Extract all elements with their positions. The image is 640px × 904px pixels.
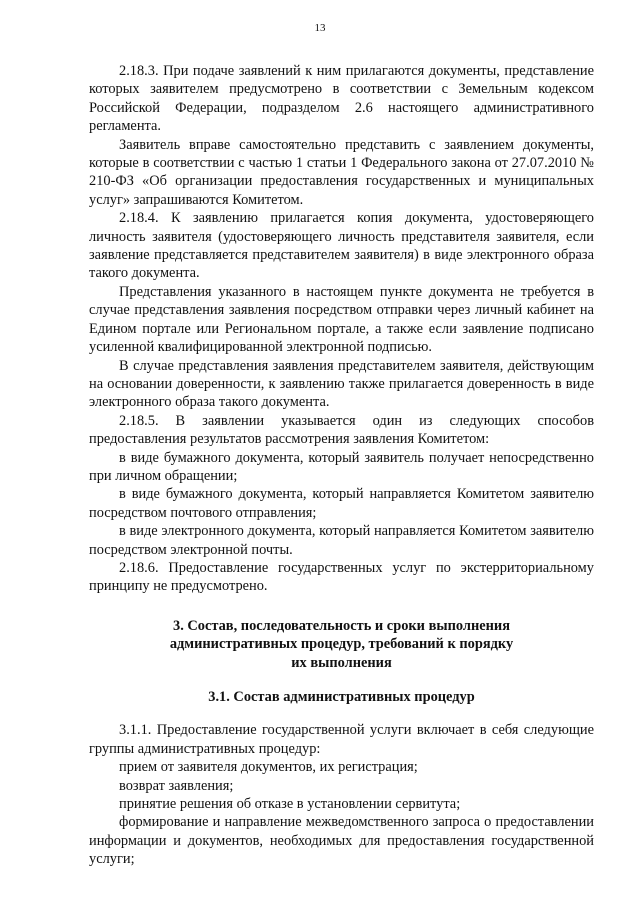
paragraph-paper-personal: в виде бумажного документа, который заявитель получает непосредственно при личном обращении; bbox=[89, 449, 594, 484]
section-3-heading-line-3: их выполнения bbox=[291, 654, 392, 671]
list-item-return: возврат заявления; bbox=[119, 777, 234, 794]
list-item-reception: прием от заявителя документов, их регистрация; bbox=[119, 759, 418, 776]
paragraph-representative: В случае представления заявления представителем заявителя, действующим на основании доверенности, к заявлению также прилагается доверенность в виде электронного образа такого документа. bbox=[89, 357, 594, 411]
paragraph-not-required: Представления указанного в настоящем пункте документа не требуется в случае представления заявления посредством отправки через личный кабинет на Едином портале или Региональном портале, а также если заявление подписано усиленной квалифицированной электронной подписью. bbox=[89, 283, 594, 356]
section-3-heading-line-2: административных процедур, требований к порядку bbox=[169, 636, 514, 653]
paragraph-2-18-6: 2.18.6. Предоставление государственных услуг по экстерриториальному принципу не предусмотрено. bbox=[89, 559, 594, 595]
paragraph-2-18-4: 2.18.4. К заявлению прилагается копия документа, удостоверяющего личность заявителя (удостоверяющего личность представителя заявителя, если заявление представляется представителем заявителя) в виде электронного образа такого документа. bbox=[89, 210, 594, 282]
section-3-heading-line-1: 3. Состав, последовательность и сроки выполнения bbox=[173, 617, 510, 634]
paragraph-paper-post: в виде бумажного документа, который направляется Комитетом заявителю посредством почтового отправления; bbox=[89, 486, 594, 521]
paragraph-2-18-5: 2.18.5. В заявлении указывается один из следующих способов предоставления результатов рассмотрения заявления Комитетом: bbox=[89, 412, 594, 448]
page-number: 13 bbox=[314, 22, 326, 34]
section-3-1-heading: 3.1. Состав административных процедур bbox=[208, 689, 475, 705]
section-3-heading bbox=[89, 617, 594, 672]
paragraph-electronic-email: в виде электронного документа, который направляется Комитетом заявителю посредством электронной почты. bbox=[89, 523, 594, 558]
paragraph-3-1-1: 3.1.1. Предоставление государственной услуги включает в себя следующие группы административных процедур: bbox=[89, 722, 594, 757]
paragraph-2-18-3: 2.18.3. При подаче заявлений к ним прилагаются документы, представление которых заявителем предусмотрено в соответствии с Земельным кодексом Российской Федерации, подразделом 2.6 настоящего административного регламента. bbox=[89, 63, 594, 135]
document-body bbox=[89, 62, 594, 869]
paragraph-applicant-right: Заявитель вправе самостоятельно представить с заявлением документы, которые в соответствии с частью 1 статьи 1 Федерального закона от 27.07.2010 № 210-ФЗ «Об организации предоставления государственных и муниципальных услуг» запрашиваются Комитетом. bbox=[89, 136, 594, 208]
list-item-refusal: принятие решения об отказе в установлении сервитута; bbox=[119, 796, 461, 813]
list-item-interagency-request: формирование и направление межведомственного запроса о предоставлении информации и документов, необходимых для предоставления государственной услуги; bbox=[89, 814, 594, 868]
